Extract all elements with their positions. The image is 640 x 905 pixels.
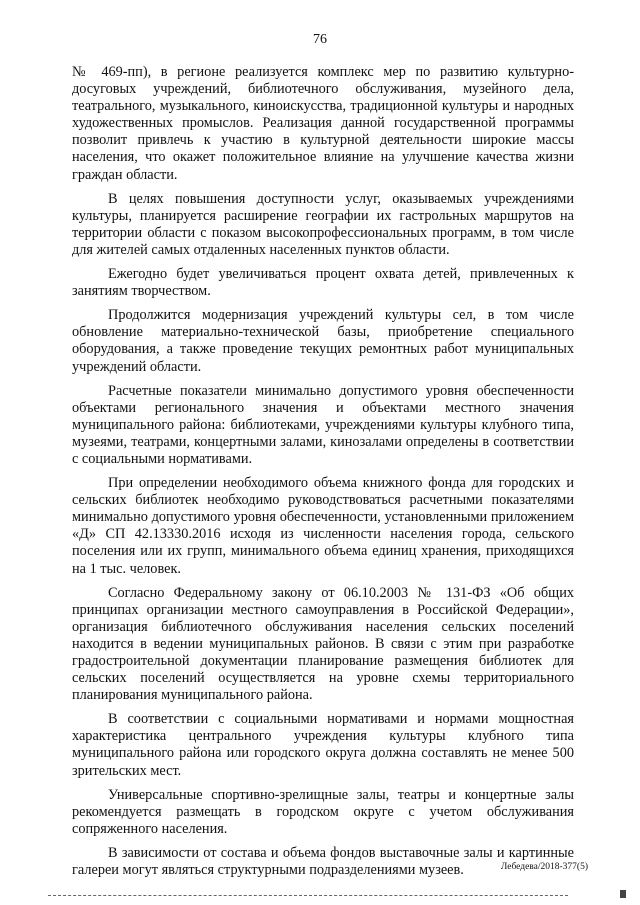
document-code: Лебедева/2018-377(5) xyxy=(500,862,588,872)
page-number: 76 xyxy=(313,32,327,47)
paragraph: Расчетные показатели минимально допустимого уровня обеспеченности объектами регионального значения и объектами местного значения муниципального района: библиотеками, учреждениями культуры клубного типа, музеями, театрами, концертными залами, кинозалами определены в соответствии с социальными нормативами. xyxy=(72,382,574,467)
paragraph: Продолжится модернизация учреждений культуры сел, в том числе обновление материально-технической базы, приобретение специального оборудования, а также проведение текущих ремонтных работ муниципальных учреждений области. xyxy=(72,307,574,375)
paragraph: Универсальные спортивно-зрелищные залы, театры и концертные залы рекомендуется размещать в городском округе с учетом обслуживания сопряженного населения. xyxy=(72,786,574,837)
scan-mark xyxy=(620,890,626,898)
paragraph: В зависимости от состава и объема фондов выставочные залы и картинные галереи могут являться структурными подразделениями музеев. xyxy=(72,844,574,879)
paragraph: № 469-пп), в регионе реализуется комплекс мер по развитию культурно-досуговых учреждений, библиотечного обслуживания, музейного дела, театрального, музыкального, киноискусства, традиционной культуры и народных художественных промыслов. Реализация данной государственной программы позволит привлечь к участию в культурной деятельности широкие массы населения, что окажет положительное влияние на улучшение качества жизни граждан области. xyxy=(72,64,574,183)
document-body xyxy=(72,64,574,886)
paragraph: При определении необходимого объема книжного фонда для городских и сельских библиотек необходимо руководствоваться расчетными показателями минимально допустимого уровня обеспеченности, установленными приложением «Д» СП 42.13330.2016 исходя из численности населения города, сельского поселения или их групп, минимального объема единиц хранения, приходящихся на 1 тыс. человек. xyxy=(72,475,574,577)
paragraph: Согласно Федеральному закону от 06.10.2003 № 131-ФЗ «Об общих принципах организации местного самоуправления в Российской Федерации», организация библиотечного обслуживания населения сельских поселений находится в ведении муниципальных районов. В связи с этим при разработке градостроительной документации планирование размещения библиотек для сельских поселений осуществляется на уровне схемы территориального планирования муниципального района. xyxy=(72,584,574,704)
paragraph: В целях повышения доступности услуг, оказываемых учреждениями культуры, планируется расширение географии их гастрольных маршрутов на территории области с показом высокопрофессиональных программ, в том числе для жителей самых отдаленных населенных пунктов области. xyxy=(72,190,574,258)
scan-edge-line xyxy=(48,895,568,896)
paragraph: В соответствии с социальными нормативами и нормами мощностная характеристика центрального учреждения культуры клубного типа муниципального района или городского округа должна составлять не менее 500 зрительских мест. xyxy=(72,711,574,779)
paragraph: Ежегодно будет увеличиваться процент охвата детей, привлеченных к занятиям творчеством. xyxy=(72,266,574,300)
